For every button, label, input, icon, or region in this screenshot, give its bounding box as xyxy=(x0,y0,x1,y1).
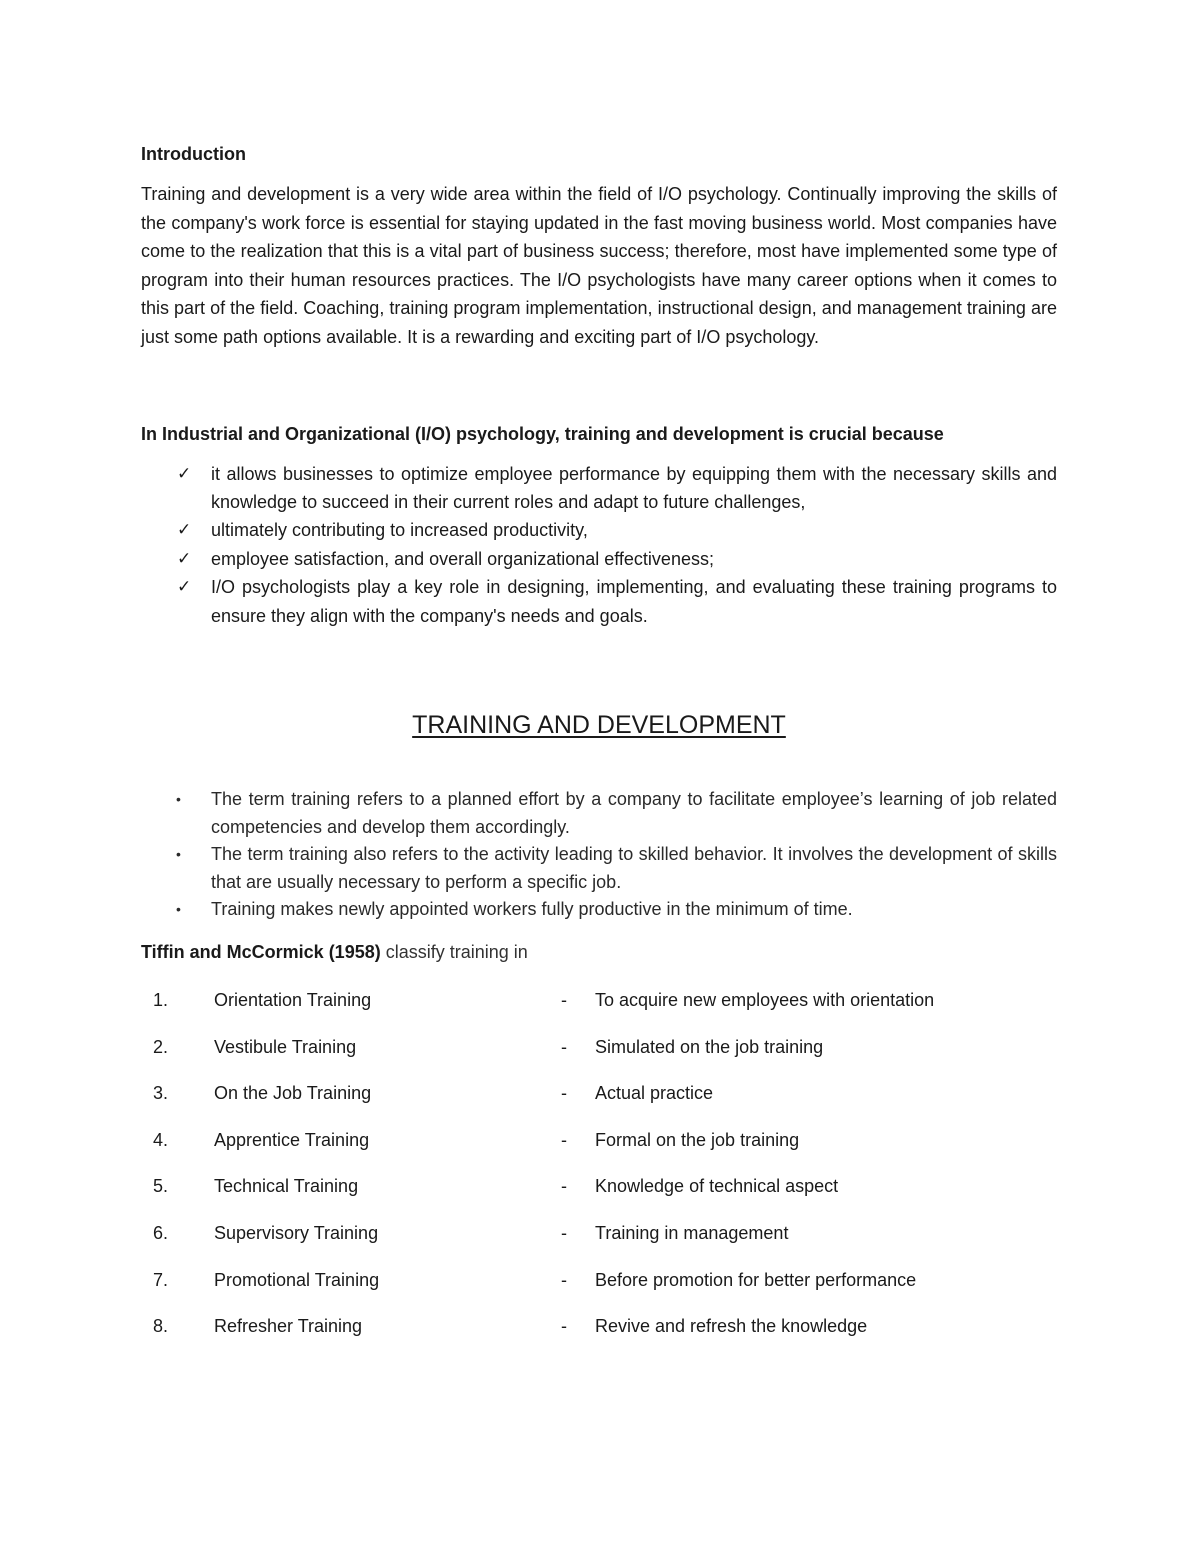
training-type-row xyxy=(141,1079,1057,1126)
citation-authors: Tiffin and McCormick (1958) xyxy=(141,941,381,962)
type-name: Promotional Training xyxy=(214,1269,380,1290)
training-type-row xyxy=(141,1033,1057,1080)
type-description: Actual practice xyxy=(595,1083,714,1104)
training-type-row xyxy=(141,986,1057,1033)
list-item-text: it allows businesses to optimize employee performance by equipping them with the necessary skills and knowledge to succeed in their current roles and adapt to future challenges, xyxy=(211,463,1057,512)
type-description: Knowledge of technical aspect xyxy=(595,1176,839,1197)
type-number: 4. xyxy=(153,1129,169,1150)
checkmark-icon: ✓ xyxy=(177,548,192,568)
list-item xyxy=(141,573,1057,630)
type-number: 2. xyxy=(153,1036,169,1057)
type-number: 8. xyxy=(153,1316,169,1337)
citation-rest: classify training in xyxy=(380,941,528,962)
type-separator: - xyxy=(561,1316,567,1337)
definition-list xyxy=(141,786,1057,924)
checkmark-icon: ✓ xyxy=(177,577,192,597)
type-separator: - xyxy=(561,1129,567,1150)
bullet-icon: • xyxy=(176,846,181,863)
page-content xyxy=(141,140,1057,1359)
list-item xyxy=(141,545,1057,573)
type-number: 7. xyxy=(153,1269,169,1290)
type-separator: - xyxy=(561,1036,567,1057)
type-description: Simulated on the job training xyxy=(595,1036,824,1057)
list-item xyxy=(141,841,1057,896)
type-separator: - xyxy=(561,1269,567,1290)
type-number: 3. xyxy=(153,1083,169,1104)
type-separator: - xyxy=(561,989,567,1010)
list-item-text: The term training also refers to the activity leading to skilled behavior. It involves the development of skills that are usually necessary to perform a specific job. xyxy=(211,844,1057,892)
importance-heading: In Industrial and Organizational (I/O) psychology, training and development is crucial because xyxy=(141,423,944,444)
type-name: Technical Training xyxy=(214,1176,359,1197)
bullet-icon: • xyxy=(176,791,181,807)
type-description: Before promotion for better performance xyxy=(595,1269,917,1290)
list-item-text: The term training refers to a planned effort by a company to facilitate employee’s learning of job related competencies and develop them accordingly. xyxy=(211,789,1057,837)
type-separator: - xyxy=(561,1083,567,1104)
list-item-text: employee satisfaction, and overall organizational effectiveness; xyxy=(211,548,714,569)
type-number: 5. xyxy=(153,1176,169,1197)
type-name: Orientation Training xyxy=(214,989,372,1010)
list-item xyxy=(141,516,1057,544)
type-name: Apprentice Training xyxy=(214,1129,370,1150)
type-description: To acquire new employees with orientation xyxy=(595,989,935,1010)
list-item-text: I/O psychologists play a key role in designing, implementing, and evaluating these training programs to ensure they align with the company's needs and goals. xyxy=(211,577,1057,626)
training-type-row xyxy=(141,1172,1057,1219)
type-separator: - xyxy=(561,1176,567,1197)
type-separator: - xyxy=(561,1222,567,1243)
type-name: On the Job Training xyxy=(214,1083,372,1104)
training-type-row xyxy=(141,1266,1057,1313)
type-name: Vestibule Training xyxy=(214,1036,357,1057)
training-types-list xyxy=(141,986,1057,1359)
type-number: 6. xyxy=(153,1222,169,1243)
intro-heading: Introduction xyxy=(141,144,246,164)
type-description: Formal on the job training xyxy=(595,1129,800,1150)
list-item xyxy=(141,896,1057,924)
intro-paragraph: Training and development is a very wide area within the field of I/O psychology. Continually improving the skills of the company's work force is essential for staying updated in the fast moving business world. Most companies have come to the realization that this is a vital part of business success; therefore, most have implemented some type of program into their human resources practices. The I/O psychologists have many career options when it comes to this part of the field. Coaching, training program implementation, instructional design, and management training are just some path options available. It is a rewarding and exciting part of I/O psychology. xyxy=(141,184,1057,347)
list-item xyxy=(141,786,1057,841)
importance-list xyxy=(141,460,1057,630)
classification-intro xyxy=(141,938,1057,966)
list-item-text: Training makes newly appointed workers fully productive in the minimum of time. xyxy=(211,899,853,920)
section-title: TRAINING AND DEVELOPMENT xyxy=(412,711,786,739)
list-item xyxy=(141,460,1057,517)
list-item-text: ultimately contributing to increased productivity, xyxy=(211,520,588,541)
training-type-row xyxy=(141,1126,1057,1173)
checkmark-icon: ✓ xyxy=(177,463,192,483)
type-description: Revive and refresh the knowledge xyxy=(595,1316,868,1337)
checkmark-icon: ✓ xyxy=(177,520,192,540)
bullet-icon: • xyxy=(176,901,181,918)
type-name: Supervisory Training xyxy=(214,1222,379,1243)
training-type-row xyxy=(141,1312,1057,1359)
type-description: Training in management xyxy=(595,1222,789,1243)
training-type-row xyxy=(141,1219,1057,1266)
type-number: 1. xyxy=(153,989,169,1010)
type-name: Refresher Training xyxy=(214,1316,363,1337)
